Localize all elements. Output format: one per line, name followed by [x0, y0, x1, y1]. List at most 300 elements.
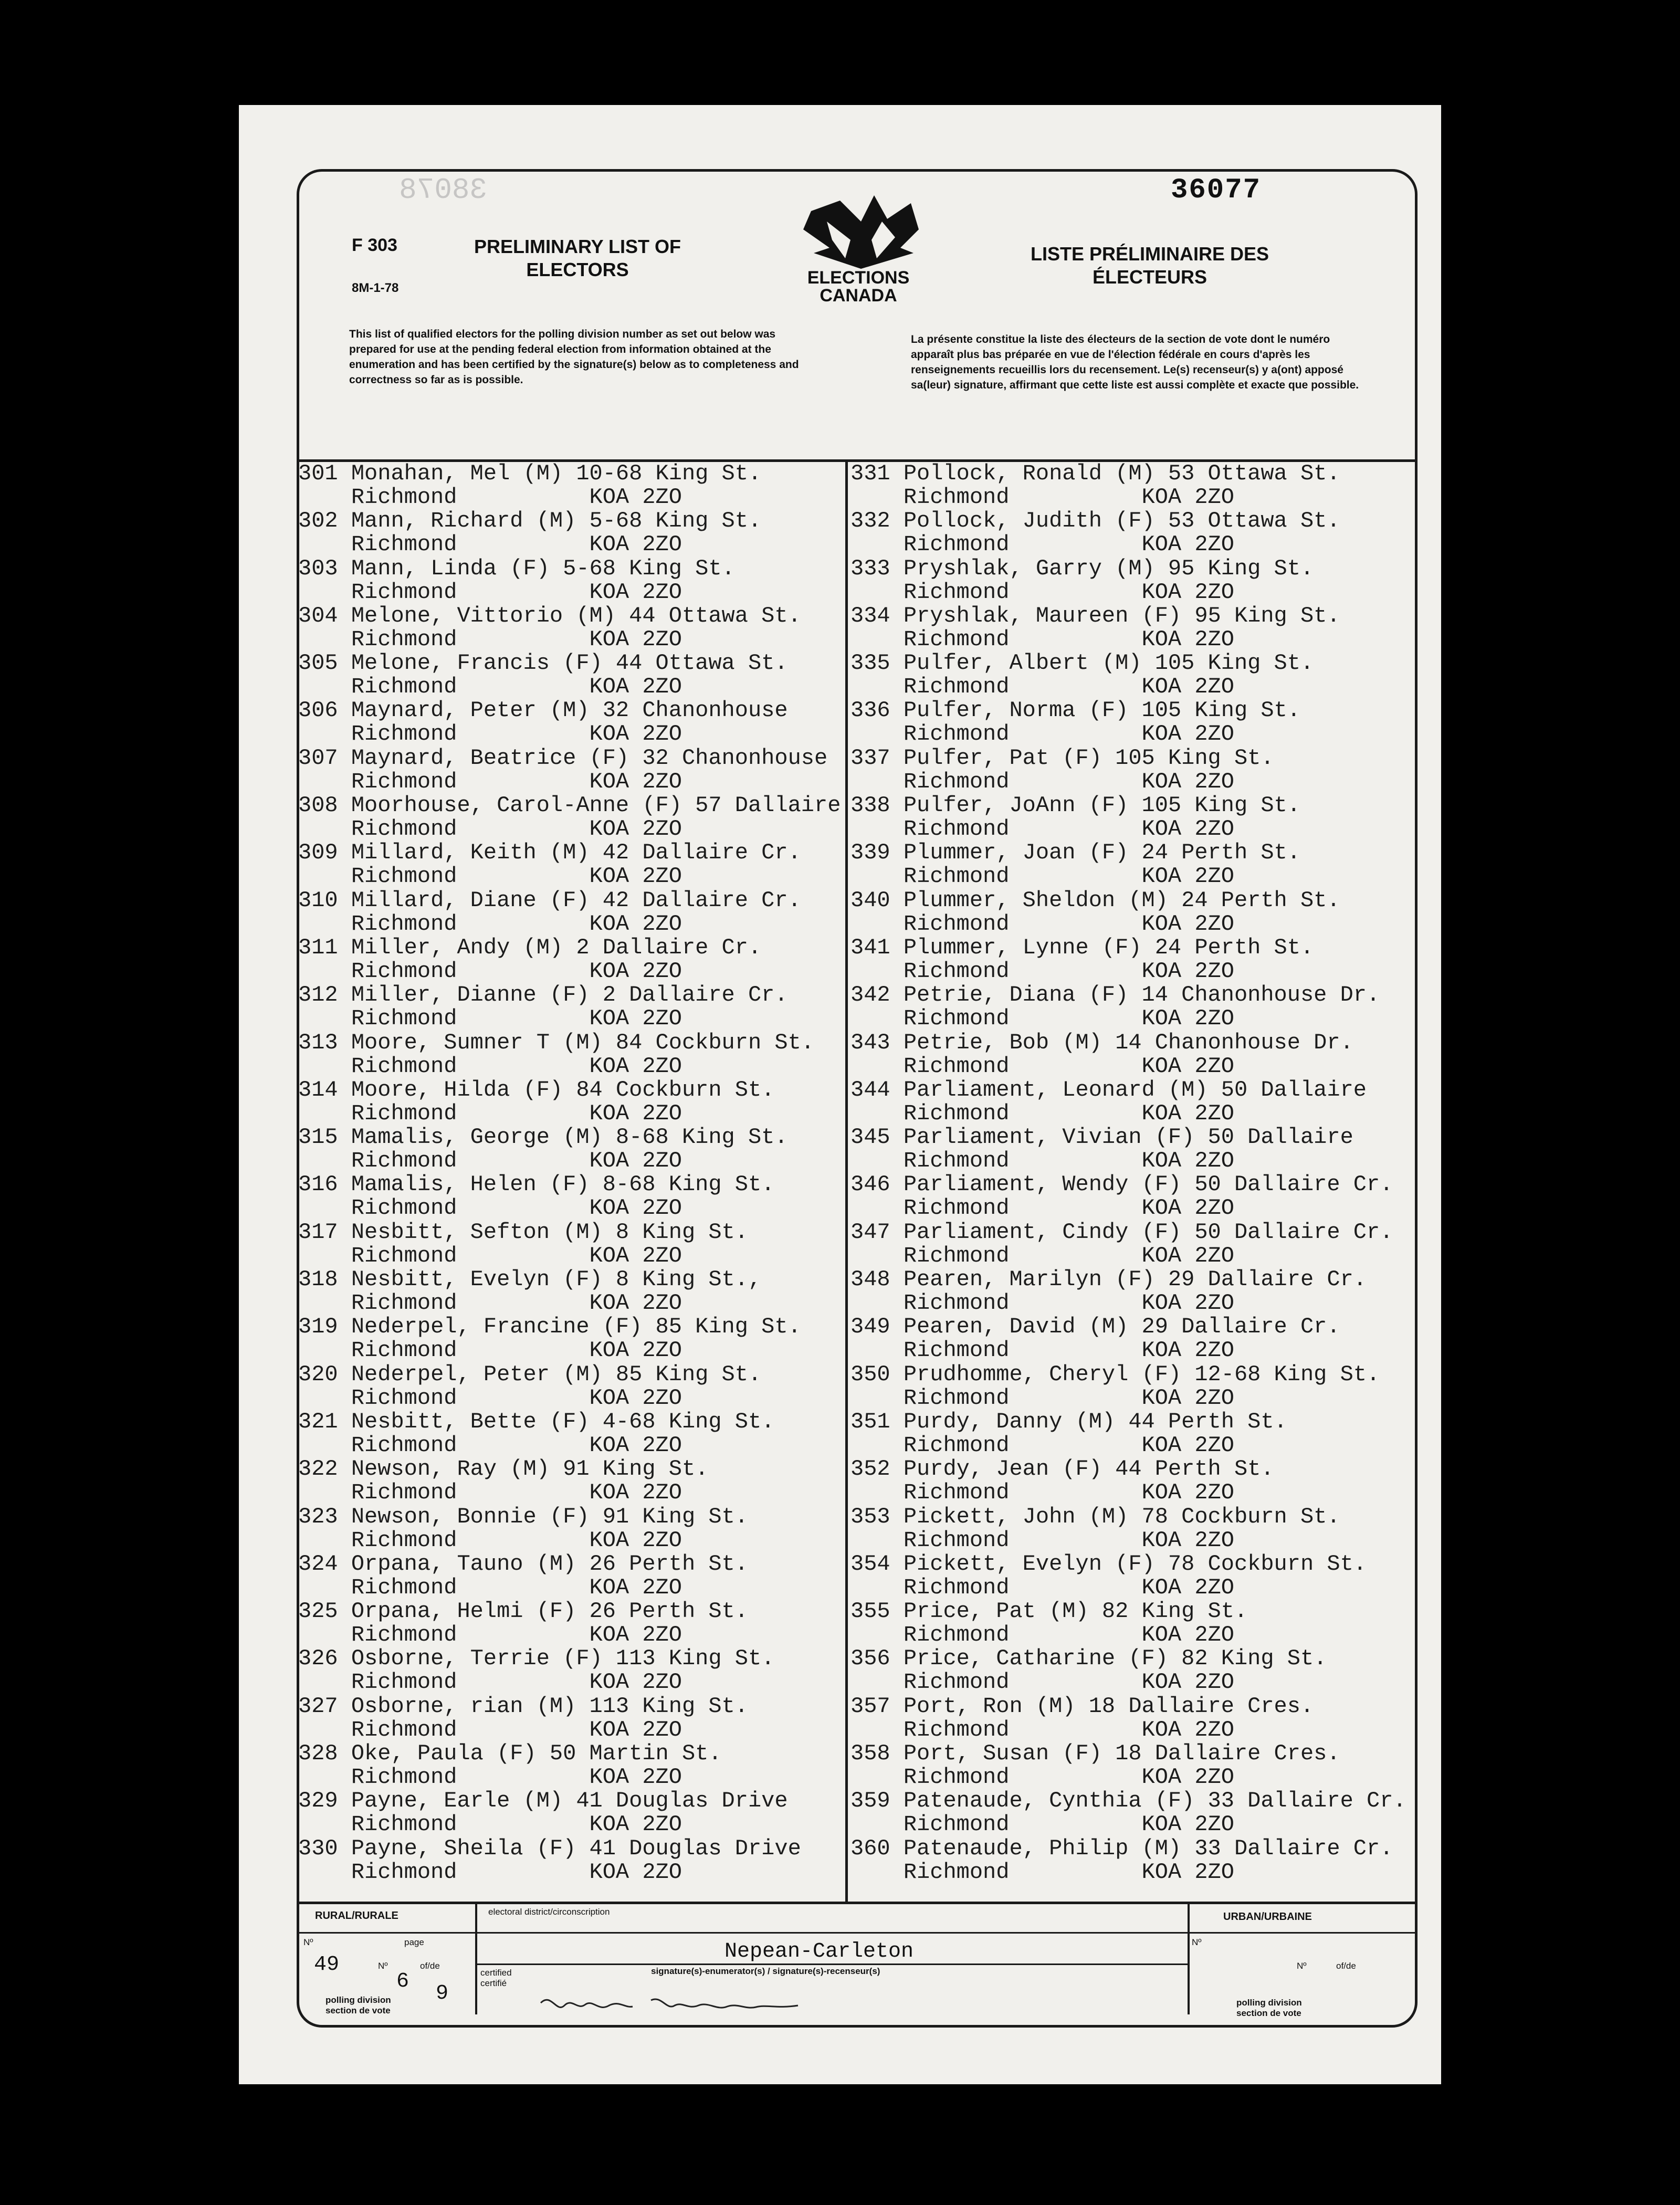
- elector-number: 353: [850, 1504, 890, 1529]
- elector-line2: [298, 1813, 841, 1836]
- district-label: electoral district/circonscription: [488, 1907, 610, 1917]
- urban-page-no-label: Nº: [1297, 1961, 1307, 1971]
- elector-name-address: Moore, Sumner T (M) 84 Cockburn St.: [351, 1030, 814, 1055]
- elector-entry: [298, 1600, 841, 1647]
- logo-text-line1: ELECTIONS: [807, 268, 910, 288]
- elector-number: 328: [298, 1741, 338, 1767]
- elector-line1: [298, 1126, 841, 1149]
- elector-number: 326: [298, 1646, 338, 1672]
- elector-number: 346: [850, 1172, 890, 1198]
- elector-postal-code: KOA 2ZO: [1141, 1527, 1234, 1553]
- elector-line2: [298, 675, 841, 699]
- elector-number: 306: [298, 698, 338, 723]
- elector-line1: [850, 557, 1406, 581]
- elector-entry: [298, 1173, 841, 1220]
- enumerator-signature: [536, 1990, 808, 2021]
- elector-town: Richmond: [903, 1385, 1010, 1411]
- elector-entry: [298, 1505, 841, 1552]
- elector-entry: [850, 1505, 1406, 1552]
- elector-postal-code: KOA 2ZO: [589, 1338, 682, 1363]
- rural-polling-division-label: polling division: [326, 1995, 391, 2005]
- divider-bottom: [297, 1902, 1415, 1904]
- elector-line1: [850, 1695, 1406, 1718]
- elector-entry: [850, 652, 1406, 699]
- elector-line1: [298, 1410, 841, 1434]
- elector-name-address: Miller, Andy (M) 2 Dallaire Cr.: [351, 934, 762, 960]
- form-number: F 303: [352, 235, 397, 255]
- elector-line1: [298, 1221, 841, 1244]
- elector-line2: [298, 1718, 841, 1742]
- elector-name-address: Pickett, Evelyn (F) 78 Cockburn St.: [903, 1551, 1367, 1577]
- elector-entry: [298, 936, 841, 983]
- elector-line2: [298, 486, 841, 509]
- elector-town: Richmond: [903, 1480, 1010, 1506]
- elector-line1: [298, 509, 841, 533]
- elector-line2: [850, 1813, 1406, 1836]
- elector-number: 316: [298, 1172, 338, 1198]
- elector-name-address: Nederpel, Francine (F) 85 King St.: [351, 1314, 801, 1340]
- elector-line2: [298, 770, 841, 794]
- elector-postal-code: KOA 2ZO: [589, 1859, 682, 1885]
- elector-town: Richmond: [351, 1717, 457, 1742]
- elector-entry: [298, 652, 841, 699]
- elector-line2: [850, 1292, 1406, 1315]
- elector-line1: [850, 1363, 1406, 1387]
- elector-town: Richmond: [903, 1195, 1010, 1221]
- electors-right-column: [850, 462, 1406, 1884]
- elector-line2: [850, 1244, 1406, 1268]
- elector-town: Richmond: [903, 485, 1010, 510]
- elector-entry: [850, 1457, 1406, 1505]
- elector-town: Richmond: [903, 1006, 1010, 1032]
- urban-polling-division-label: polling division: [1236, 1998, 1302, 2008]
- elector-postal-code: KOA 2ZO: [1141, 769, 1234, 794]
- page-total: 9: [436, 1982, 449, 2006]
- elector-line2: [298, 1102, 841, 1126]
- elector-postal-code: KOA 2ZO: [1141, 532, 1234, 558]
- elector-line2: [298, 1292, 841, 1315]
- elector-postal-code: KOA 2ZO: [1141, 1859, 1234, 1885]
- elector-town: Richmond: [903, 532, 1010, 558]
- elector-town: Richmond: [903, 1859, 1010, 1885]
- elector-line1: [850, 936, 1406, 960]
- elector-name-address: Osborne, Terrie (F) 113 King St.: [351, 1646, 775, 1672]
- elector-line2: [850, 1623, 1406, 1647]
- elector-entry: [298, 983, 841, 1031]
- elector-entry: [850, 1268, 1406, 1315]
- elector-line1: [850, 841, 1406, 865]
- elector-postal-code: KOA 2ZO: [589, 674, 682, 700]
- elector-town: Richmond: [903, 1148, 1010, 1174]
- elector-line2: [298, 1481, 841, 1505]
- elector-postal-code: KOA 2ZO: [589, 958, 682, 984]
- bleed-through-number: 38078: [399, 173, 488, 207]
- elector-postal-code: KOA 2ZO: [589, 485, 682, 510]
- elector-town: Richmond: [351, 1053, 457, 1079]
- footer-divider-left: [475, 1902, 477, 2014]
- elector-line1: [298, 1078, 841, 1102]
- footer-rule: [297, 1932, 1415, 1934]
- elector-line1: [298, 557, 841, 581]
- page-number: 6: [396, 1970, 410, 1993]
- elector-entry: [850, 604, 1406, 652]
- elector-line1: [298, 462, 841, 486]
- elector-postal-code: KOA 2ZO: [1141, 1622, 1234, 1648]
- elector-line2: [850, 486, 1406, 509]
- elector-entry: [850, 1837, 1406, 1884]
- rural-no-label: Nº: [303, 1937, 313, 1947]
- elector-entry: [850, 509, 1406, 556]
- elector-town: Richmond: [351, 1670, 457, 1695]
- elector-entry: [850, 1789, 1406, 1836]
- elector-town: Richmond: [903, 721, 1010, 747]
- elector-postal-code: KOA 2ZO: [589, 1385, 682, 1411]
- elector-postal-code: KOA 2ZO: [589, 911, 682, 937]
- elector-postal-code: KOA 2ZO: [1141, 958, 1234, 984]
- elector-town: Richmond: [351, 1243, 457, 1268]
- elector-line2: [298, 1244, 841, 1268]
- document-number: 36077: [1171, 174, 1262, 206]
- elector-number: 336: [850, 698, 890, 723]
- elector-number: 354: [850, 1551, 890, 1577]
- elector-town: Richmond: [903, 1622, 1010, 1648]
- elector-line1: [298, 1173, 841, 1196]
- elector-line1: [850, 1221, 1406, 1244]
- elector-name-address: Orpana, Helmi (F) 26 Perth St.: [351, 1599, 748, 1624]
- elector-name-address: Pulfer, Pat (F) 105 King St.: [903, 745, 1274, 771]
- elector-town: Richmond: [351, 1527, 457, 1553]
- elector-name-address: Pryshlak, Maureen (F) 95 King St.: [903, 603, 1340, 628]
- elector-line2: [850, 581, 1406, 604]
- elector-entry: [850, 1126, 1406, 1173]
- elector-line2: [850, 912, 1406, 936]
- elector-postal-code: KOA 2ZO: [589, 626, 682, 652]
- elector-line2: [850, 865, 1406, 888]
- elector-line2: [850, 533, 1406, 556]
- elector-line1: [298, 1505, 841, 1529]
- elector-number: 337: [850, 745, 890, 771]
- elector-town: Richmond: [903, 1812, 1010, 1838]
- elector-number: 355: [850, 1599, 890, 1624]
- elector-name-address: Pollock, Judith (F) 53 Ottawa St.: [903, 508, 1340, 534]
- elector-town: Richmond: [903, 1670, 1010, 1695]
- elector-line2: [850, 1339, 1406, 1362]
- elector-number: 322: [298, 1456, 338, 1482]
- signature-caption: signature(s)-enumerator(s) / signature(s)-recenseur(s): [651, 1966, 880, 1976]
- elector-line2: [850, 1387, 1406, 1410]
- elector-number: 350: [850, 1361, 890, 1387]
- elector-line1: [850, 1552, 1406, 1576]
- elector-line2: [850, 1671, 1406, 1694]
- elector-entry: [298, 604, 841, 652]
- elector-number: 319: [298, 1314, 338, 1340]
- elector-postal-code: KOA 2ZO: [589, 1622, 682, 1648]
- electors-left-column: [298, 462, 841, 1884]
- elector-entry: [298, 699, 841, 746]
- elector-line2: [298, 1149, 841, 1173]
- elector-line2: [298, 912, 841, 936]
- elector-name-address: Parliament, Wendy (F) 50 Dallaire Cr.: [903, 1172, 1393, 1198]
- elector-line2: [298, 817, 841, 841]
- elector-name-address: Pollock, Ronald (M) 53 Ottawa St.: [903, 461, 1340, 486]
- elector-number: 334: [850, 603, 890, 628]
- elector-entry: [850, 1315, 1406, 1362]
- elector-name-address: Moore, Hilda (F) 84 Cockburn St.: [351, 1077, 775, 1102]
- elector-name-address: Payne, Sheila (F) 41 Douglas Drive: [351, 1835, 801, 1861]
- elector-number: 309: [298, 840, 338, 866]
- elector-town: Richmond: [903, 1338, 1010, 1363]
- elector-line1: [298, 604, 841, 628]
- elector-line1: [850, 1173, 1406, 1196]
- elector-name-address: Port, Susan (F) 18 Dallaire Cres.: [903, 1741, 1340, 1767]
- elector-postal-code: KOA 2ZO: [589, 1195, 682, 1221]
- urban-label: URBAN/URBAINE: [1223, 1911, 1312, 1923]
- elector-entry: [850, 1695, 1406, 1742]
- elector-town: Richmond: [351, 626, 457, 652]
- elector-postal-code: KOA 2ZO: [1141, 1432, 1234, 1458]
- elector-entry: [298, 1031, 841, 1078]
- elector-entry: [850, 1221, 1406, 1268]
- elector-line2: [850, 1055, 1406, 1078]
- elector-postal-code: KOA 2ZO: [1141, 1195, 1234, 1221]
- elector-entry: [850, 557, 1406, 604]
- elector-postal-code: KOA 2ZO: [1141, 579, 1234, 605]
- elector-entry: [850, 747, 1406, 794]
- elector-entry: [298, 1363, 841, 1410]
- elector-line1: [298, 983, 841, 1007]
- elector-number: 345: [850, 1125, 890, 1150]
- elector-line1: [298, 1647, 841, 1671]
- elector-number: 318: [298, 1267, 338, 1293]
- elector-postal-code: KOA 2ZO: [1141, 1100, 1234, 1126]
- elector-postal-code: KOA 2ZO: [589, 1432, 682, 1458]
- elector-postal-code: KOA 2ZO: [589, 1527, 682, 1553]
- elector-line1: [298, 652, 841, 675]
- elector-line2: [298, 722, 841, 746]
- elector-line2: [298, 1576, 841, 1600]
- rural-page-no-label: Nº: [378, 1961, 388, 1971]
- elector-number: 305: [298, 650, 338, 676]
- elector-number: 320: [298, 1361, 338, 1387]
- elector-line2: [298, 628, 841, 652]
- elector-postal-code: KOA 2ZO: [1141, 1385, 1234, 1411]
- elector-entry: [850, 794, 1406, 841]
- elections-canada-logo: [782, 190, 934, 311]
- elector-entry: [850, 699, 1406, 746]
- elector-name-address: Purdy, Danny (M) 44 Perth St.: [903, 1409, 1287, 1434]
- elector-line1: [850, 1457, 1406, 1481]
- elector-postal-code: KOA 2ZO: [1141, 674, 1234, 700]
- elector-entry: [850, 1410, 1406, 1457]
- elector-line1: [298, 1031, 841, 1055]
- elector-postal-code: KOA 2ZO: [589, 721, 682, 747]
- elector-line1: [850, 889, 1406, 912]
- elector-name-address: Nesbitt, Bette (F) 4-68 King St.: [351, 1409, 775, 1434]
- elector-name-address: Purdy, Jean (F) 44 Perth St.: [903, 1456, 1274, 1482]
- urban-no-label: Nº: [1192, 1937, 1202, 1947]
- elector-number: 314: [298, 1077, 338, 1102]
- elector-name-address: Mann, Linda (F) 5-68 King St.: [351, 555, 735, 581]
- certified-label-en: certified: [480, 1968, 512, 1978]
- elector-town: Richmond: [351, 1574, 457, 1600]
- elector-name-address: Mamalis, George (M) 8-68 King St.: [351, 1125, 788, 1150]
- elector-name-address: Mamalis, Helen (F) 8-68 King St.: [351, 1172, 775, 1198]
- elector-name-address: Newson, Ray (M) 91 King St.: [351, 1456, 709, 1482]
- elector-town: Richmond: [351, 1100, 457, 1126]
- elector-entry: [850, 936, 1406, 983]
- elector-number: 348: [850, 1267, 890, 1293]
- title-fr-line2: ÉLECTEURS: [1092, 266, 1208, 288]
- elector-line1: [850, 1647, 1406, 1671]
- elector-line2: [850, 817, 1406, 841]
- elector-line1: [298, 1789, 841, 1813]
- elector-postal-code: KOA 2ZO: [589, 1717, 682, 1742]
- elector-line2: [850, 1149, 1406, 1173]
- elector-name-address: Prudhomme, Cheryl (F) 12-68 King St.: [903, 1361, 1380, 1387]
- elector-town: Richmond: [351, 1432, 457, 1458]
- title-fr-line1: LISTE PRÉLIMINAIRE DES: [1030, 243, 1269, 265]
- elector-line1: [298, 1600, 841, 1623]
- elector-line1: [298, 889, 841, 912]
- elector-line1: [850, 652, 1406, 675]
- elector-line1: [850, 1410, 1406, 1434]
- elector-line2: [298, 1766, 841, 1789]
- elector-entry: [850, 1078, 1406, 1126]
- elector-number: 335: [850, 650, 890, 676]
- elector-number: 356: [850, 1646, 890, 1672]
- elector-line1: [298, 1552, 841, 1576]
- elector-name-address: Patenaude, Philip (M) 33 Dallaire Cr.: [903, 1835, 1393, 1861]
- elector-name-address: Millard, Keith (M) 42 Dallaire Cr.: [351, 840, 801, 866]
- elector-name-address: Mann, Richard (M) 5-68 King St.: [351, 508, 762, 534]
- elector-number: 358: [850, 1741, 890, 1767]
- elector-postal-code: KOA 2ZO: [589, 579, 682, 605]
- elector-line2: [298, 1339, 841, 1362]
- elector-postal-code: KOA 2ZO: [1141, 1574, 1234, 1600]
- elector-line1: [850, 1126, 1406, 1149]
- title-english: [430, 235, 724, 281]
- elector-entry: [850, 983, 1406, 1031]
- elector-number: 359: [850, 1788, 890, 1814]
- elector-number: 311: [298, 934, 338, 960]
- elector-line2: [850, 1481, 1406, 1505]
- elector-line1: [850, 1031, 1406, 1055]
- elector-line2: [298, 1434, 841, 1457]
- elector-postal-code: KOA 2ZO: [1141, 864, 1234, 889]
- elector-name-address: Port, Ron (M) 18 Dallaire Cres.: [903, 1693, 1314, 1719]
- elector-postal-code: KOA 2ZO: [589, 532, 682, 558]
- elector-number: 303: [298, 555, 338, 581]
- elector-postal-code: KOA 2ZO: [589, 1148, 682, 1174]
- elector-town: Richmond: [351, 911, 457, 937]
- elector-line2: [850, 1861, 1406, 1884]
- elector-town: Richmond: [351, 1006, 457, 1032]
- rural-label: RURAL/RURALE: [315, 1910, 398, 1922]
- elector-postal-code: KOA 2ZO: [1141, 1006, 1234, 1032]
- elector-line1: [298, 699, 841, 722]
- elector-entry: [298, 1126, 841, 1173]
- elector-postal-code: KOA 2ZO: [589, 1243, 682, 1268]
- elector-postal-code: KOA 2ZO: [1141, 485, 1234, 510]
- elector-line2: [298, 1055, 841, 1078]
- elector-postal-code: KOA 2ZO: [1141, 816, 1234, 842]
- elector-town: Richmond: [351, 674, 457, 700]
- elector-name-address: Patenaude, Cynthia (F) 33 Dallaire Cr.: [903, 1788, 1406, 1814]
- intro-text-french: La présente constitue la liste des électeurs de la section de vote dont le numéro apparaît plus bas préparée en vue de l'élection fédérale en cours d'après les renseignements recueillis lors du recensement. Le(s) recenseur(s) y a(ont) apposé sa(leur) signature, affirmant que cette liste est aussi complète et exacte que possible.: [911, 333, 1359, 391]
- elector-number: 332: [850, 508, 890, 534]
- divider-column: [845, 459, 848, 1903]
- elector-number: 302: [298, 508, 338, 534]
- elector-postal-code: KOA 2ZO: [1141, 1053, 1234, 1079]
- elector-number: 312: [298, 982, 338, 1008]
- elector-number: 323: [298, 1504, 338, 1529]
- elector-entry: [298, 462, 841, 509]
- elector-town: Richmond: [351, 864, 457, 889]
- rural-section-de-vote-label: section de vote: [326, 2006, 391, 2015]
- elector-line1: [298, 936, 841, 960]
- elector-postal-code: KOA 2ZO: [1141, 1338, 1234, 1363]
- elector-line2: [298, 581, 841, 604]
- elector-postal-code: KOA 2ZO: [589, 1290, 682, 1316]
- elector-postal-code: KOA 2ZO: [589, 1812, 682, 1838]
- elector-postal-code: KOA 2ZO: [589, 1574, 682, 1600]
- elector-line1: [850, 1742, 1406, 1766]
- elector-line2: [850, 722, 1406, 746]
- elector-line2: [298, 865, 841, 888]
- elector-line1: [298, 1742, 841, 1766]
- elector-line1: [850, 983, 1406, 1007]
- elector-name-address: Miller, Dianne (F) 2 Dallaire Cr.: [351, 982, 788, 1008]
- elector-entry: [298, 794, 841, 841]
- elector-line2: [850, 628, 1406, 652]
- elector-number: 343: [850, 1030, 890, 1055]
- elector-name-address: Maynard, Beatrice (F) 32 Chanonhouse: [351, 745, 828, 771]
- elector-line1: [298, 1837, 841, 1861]
- elector-name-address: Pickett, John (M) 78 Cockburn St.: [903, 1504, 1340, 1529]
- elector-line2: [298, 1529, 841, 1552]
- elector-town: Richmond: [351, 1859, 457, 1885]
- elector-name-address: Melone, Vittorio (M) 44 Ottawa St.: [351, 603, 801, 628]
- elector-town: Richmond: [903, 1100, 1010, 1126]
- elector-town: Richmond: [351, 1290, 457, 1316]
- elector-name-address: Pryshlak, Garry (M) 95 King St.: [903, 555, 1314, 581]
- elector-line1: [298, 1695, 841, 1718]
- elector-line1: [298, 794, 841, 817]
- elector-line2: [850, 675, 1406, 699]
- elector-number: 333: [850, 555, 890, 581]
- elector-postal-code: KOA 2ZO: [589, 1670, 682, 1695]
- elector-town: Richmond: [351, 769, 457, 794]
- elector-line1: [850, 1268, 1406, 1292]
- elector-name-address: Pearen, Marilyn (F) 29 Dallaire Cr.: [903, 1267, 1367, 1293]
- elector-town: Richmond: [351, 1765, 457, 1790]
- elector-postal-code: KOA 2ZO: [589, 1053, 682, 1079]
- elector-postal-code: KOA 2ZO: [589, 1100, 682, 1126]
- elector-postal-code: KOA 2ZO: [589, 1006, 682, 1032]
- elector-entry: [298, 1268, 841, 1315]
- footer-divider-right: [1188, 1902, 1190, 2014]
- elector-postal-code: KOA 2ZO: [589, 864, 682, 889]
- elector-town: Richmond: [351, 1148, 457, 1174]
- elector-number: 349: [850, 1314, 890, 1340]
- elector-number: 330: [298, 1835, 338, 1861]
- intro-text-english: This list of qualified electors for the polling division number as set out below was prepared for use at the pending federal election from information obtained at the enumeration and has been certified by the signature(s) below as to completeness and correctness so far as is possible.: [349, 328, 799, 386]
- elector-line1: [298, 1315, 841, 1339]
- elector-entry: [298, 1315, 841, 1362]
- elector-line2: [850, 1102, 1406, 1126]
- elector-town: Richmond: [903, 579, 1010, 605]
- elector-entry: [850, 889, 1406, 936]
